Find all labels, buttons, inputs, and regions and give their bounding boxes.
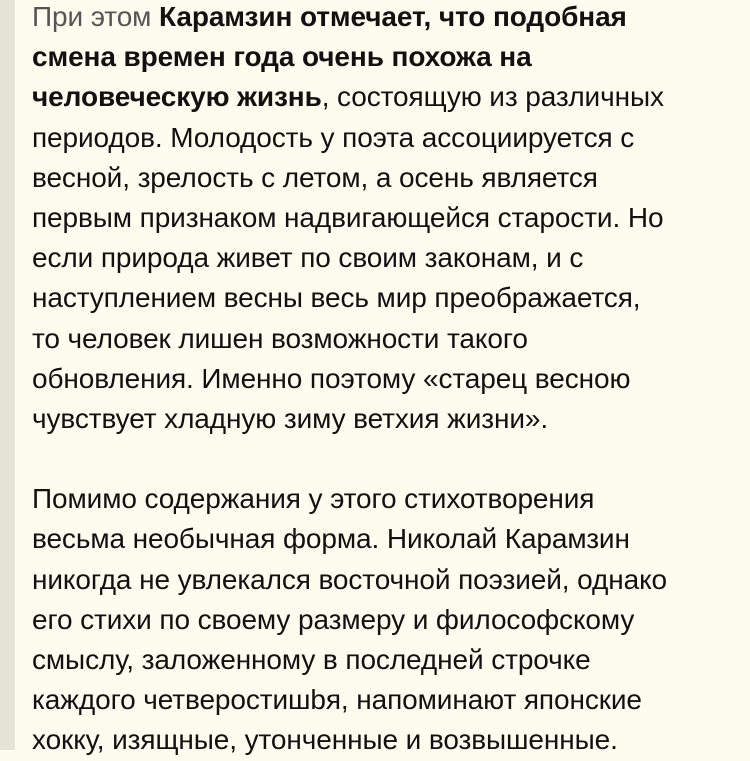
- line-bold-text: Карамзин отмечает, что подобная: [159, 1, 627, 32]
- line-text: его стихи по своему размеру и философскому: [32, 603, 635, 635]
- left-margin-bar: [0, 0, 15, 750]
- line-text: первым признаком надвигающейся старости. Но: [32, 202, 664, 234]
- text-line: [32, 600, 732, 640]
- text-line: [32, 118, 732, 158]
- text-line: [32, 77, 732, 117]
- line-bold-text: человеческую жизнь: [32, 81, 322, 113]
- line-text: обновления. Именно поэтому «старец весною: [32, 362, 631, 394]
- text-line: [32, 479, 732, 519]
- text-line: [32, 0, 732, 37]
- line-text: никогда не увлекался восточной поэзией, однако: [32, 563, 668, 595]
- text-line: [32, 640, 732, 680]
- line-text: весьма необычная форма. Николай Карамзин: [32, 523, 630, 555]
- line-text: чувствует хладную зиму ветхия жизни».: [32, 403, 549, 435]
- line-text: то человек лишен возможности такого: [32, 322, 528, 354]
- text-line: [32, 399, 732, 439]
- text-line: [32, 37, 732, 77]
- text-line: [32, 158, 732, 198]
- text-line: [32, 680, 732, 720]
- line-text-after: , состоящую из различных: [321, 81, 664, 113]
- text-line: [32, 278, 732, 318]
- text-line: [32, 720, 732, 760]
- text-line: [32, 238, 732, 278]
- article-body: [32, 0, 732, 761]
- line-text: каждого четверостишbя, напоминают японские: [32, 684, 642, 716]
- paragraph-2: [32, 479, 732, 760]
- line-text: периодов. Молодость у поэта ассоциируется с: [32, 121, 635, 153]
- line-text: Помимо содержания у этого стихотворения: [32, 483, 595, 515]
- line-text: хокку, изящные, утонченные и возвышенные.: [32, 724, 618, 756]
- text-line: [32, 359, 732, 399]
- line-text: если природа живет по своим законам, и с: [32, 242, 584, 274]
- text-line: [32, 560, 732, 600]
- text-line: [32, 198, 732, 238]
- line-text: наступлением весны весь мир преображается,: [32, 282, 641, 314]
- paragraph-1: [32, 0, 732, 439]
- line-text: При этом: [32, 1, 160, 32]
- line-bold-text: смена времен года очень похожа на: [32, 41, 532, 73]
- line-text: смыслу, заложенному в последней строчке: [32, 644, 591, 676]
- text-line: [32, 319, 732, 359]
- text-line: [32, 519, 732, 559]
- line-text: весной, зрелость с летом, а осень является: [32, 161, 598, 193]
